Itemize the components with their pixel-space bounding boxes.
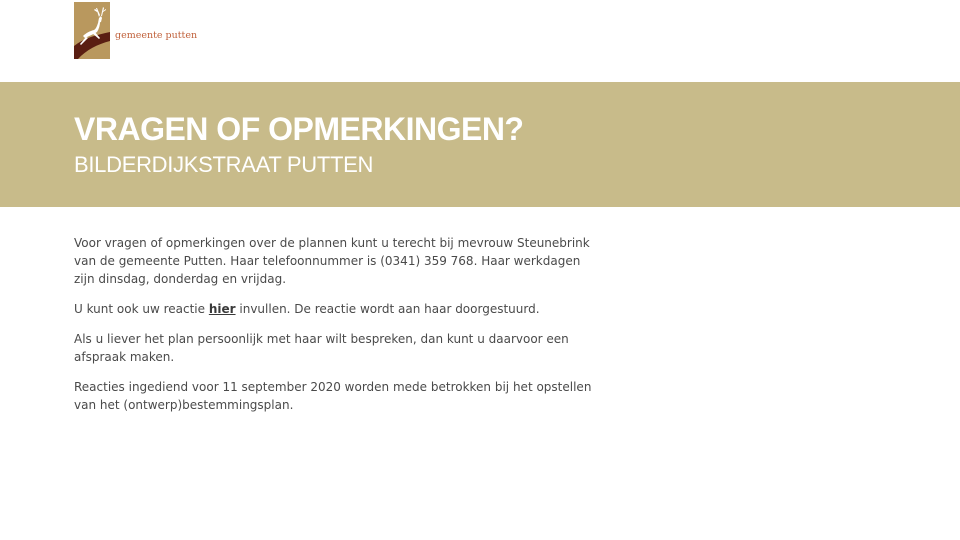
deer-logo-icon: [74, 2, 110, 59]
reaction-text-after: invullen. De reactie wordt aan haar doorgestuurd.: [235, 302, 540, 316]
logo-text: gemeente putten: [115, 30, 198, 41]
site-header: [0, 0, 960, 82]
deadline-paragraph: Reacties ingediend voor 11 september 2020 worden mede betrokken bij het opstellen van het (ontwerp)bestemmingsplan.: [74, 380, 592, 412]
page-title: VRAGEN OF OPMERKINGEN?: [74, 111, 524, 147]
gemeente-putten-logo[interactable]: [74, 2, 197, 59]
reaction-text-before: U kunt ook uw reactie: [74, 302, 209, 316]
appointment-paragraph: Als u liever het plan persoonlijk met haar wilt bespreken, dan kunt u daarvoor een afspraak maken.: [74, 332, 569, 364]
main-content: [74, 234, 596, 426]
page-subtitle: BILDERDIJKSTRAAT PUTTEN: [74, 152, 374, 177]
reaction-form-link[interactable]: hier: [208, 302, 236, 316]
contact-paragraph: Voor vragen of opmerkingen over de plannen kunt u terecht bij mevrouw Steunebrink van de gemeente Putten. Haar telefoonnummer is (0341) 359 768. Haar werkdagen zijn dinsdag, donderdag en vrijdag.: [74, 236, 590, 286]
page-banner: [0, 82, 960, 207]
reaction-paragraph: [74, 300, 596, 318]
